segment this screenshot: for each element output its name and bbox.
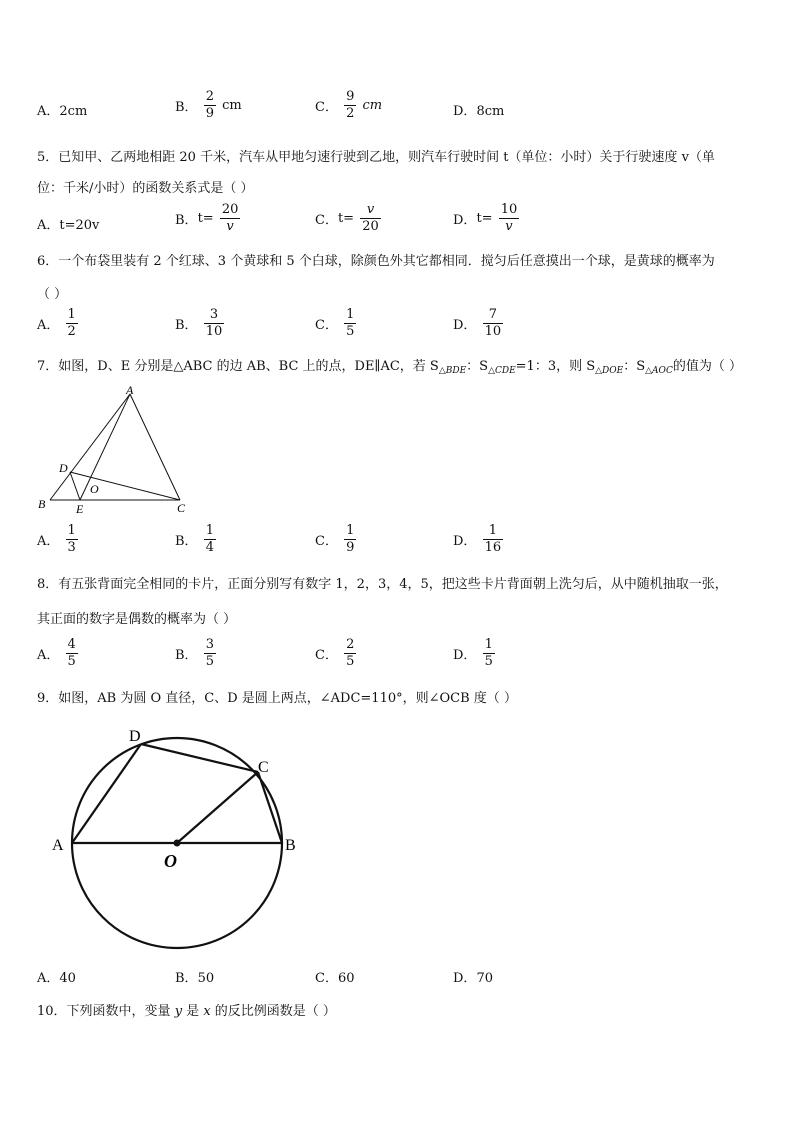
- fraction: $\frac{10}{v}$: [500, 202, 518, 234]
- q7-option-c: C． $\frac{1}{9}$: [315, 523, 355, 555]
- q7-option-a: A． $\frac{1}{3}$: [37, 523, 76, 555]
- center-point: [174, 840, 181, 847]
- q5-stem-line2: 位：千米/小时）的函数关系式是（ ）: [37, 181, 254, 196]
- label-a: A: [52, 837, 64, 854]
- fraction: $\frac{9}{2}$: [346, 89, 355, 121]
- fraction: $\frac{7}{10}$: [484, 307, 502, 339]
- q6-option-d: D． $\frac{7}{10}$: [453, 307, 502, 339]
- q5-stem-line1: 5．已知甲、乙两地相距 20 千米，汽车从甲地匀速行驶到乙地，则汽车行驶时间 t（单位：小时）关于行驶速度 v（单: [37, 150, 715, 165]
- q4-option-c: C． $\frac{9}{2}$ cm: [315, 89, 383, 121]
- q5-option-a: A．t=20v: [37, 218, 100, 233]
- q8-option-c: C． $\frac{2}{5}$: [315, 637, 355, 669]
- label-o: O: [164, 851, 177, 871]
- q9-stem: 9．如图，AB 为圆 O 直径，C、D 是圆上两点，∠ADC=110°，则∠OCB 度（ ）: [37, 691, 517, 706]
- edge-ac: [130, 394, 180, 500]
- q9-option-a: A．40: [37, 971, 76, 986]
- segment-ae: [80, 394, 130, 500]
- q8-option-a: A． $\frac{4}{5}$: [37, 637, 76, 669]
- q7-stem: 7．如图，D、E 分别是△ABC 的边 AB、BC 上的点，DE∥AC，若 $S_{\triangle BDE}$：$S_{\triangle CDE}=1$：3，则 $S_{\triangle DOE}$：$S_{\triangle AOC}$的值为（ ）: [37, 359, 742, 376]
- fraction: $\frac{4}{5}$: [67, 637, 76, 669]
- q9-option-c: C．60: [315, 971, 355, 986]
- q6-stem-line1: 6．一个布袋里装有 2 个红球、3 个黄球和 5 个白球，除颜色外其它都相同．搅匀后任意摸出一个球，是黄球的概率为: [37, 254, 715, 269]
- label-b: B: [38, 497, 46, 511]
- triangle-figure: [30, 382, 200, 517]
- q4-option-a: A．2cm: [37, 104, 88, 119]
- fraction: $\frac{v}{20}$: [362, 202, 379, 234]
- label-c: C: [258, 759, 269, 776]
- segment-de: [70, 472, 80, 500]
- circle-figure: [40, 722, 320, 962]
- fraction: $\frac{3}{10}$: [205, 307, 223, 339]
- q8-stem-line1: 8．有五张背面完全相同的卡片，正面分别写有数字 1，2，3，4，5，把这些卡片背面朝上洗匀后，从中随机抽取一张，: [37, 577, 728, 592]
- chord-ad: [72, 744, 141, 843]
- fraction: $\frac{1}{9}$: [346, 523, 355, 555]
- q9-option-b: B．50: [175, 971, 215, 986]
- q4-option-b: B． $\frac{2}{9}$ cm: [175, 89, 242, 121]
- fraction: $\frac{1}{5}$: [346, 307, 355, 339]
- fraction: $\frac{1}{5}$: [484, 637, 493, 669]
- q9-option-d: D．70: [453, 971, 493, 986]
- q7-option-d: D． $\frac{1}{16}$: [453, 523, 502, 555]
- fraction: $\frac{1}{2}$: [67, 307, 76, 339]
- label-a: A: [126, 383, 134, 397]
- q7-option-b: B． $\frac{1}{4}$: [175, 523, 214, 555]
- q4-option-d: D．8cm: [453, 104, 505, 119]
- label-b: B: [285, 837, 296, 854]
- label-d: D: [59, 461, 68, 475]
- q6-stem-line2: （ ）: [37, 287, 68, 302]
- q6-option-b: B． $\frac{3}{10}$: [175, 307, 223, 339]
- q5-option-d: D．t= $\frac{10}{v}$: [453, 202, 518, 234]
- fraction: $\frac{2}{9}$: [205, 89, 214, 121]
- q5-option-c: C．t= $\frac{v}{20}$: [315, 202, 379, 234]
- q8-stem-line2: 其正面的数字是偶数的概率为（ ）: [37, 612, 237, 627]
- fraction: $\frac{1}{3}$: [67, 523, 76, 555]
- fraction: $\frac{3}{5}$: [205, 637, 214, 669]
- q6-option-a: A． $\frac{1}{2}$: [37, 307, 76, 339]
- label-e: E: [76, 502, 84, 516]
- label-d: D: [129, 728, 141, 745]
- q6-option-c: C． $\frac{1}{5}$: [315, 307, 355, 339]
- label-o: O: [90, 482, 99, 496]
- q10-stem: 10．下列函数中，变量 y 是 x 的反比例函数是（ ）: [37, 1004, 336, 1019]
- radius-oc: [177, 772, 258, 843]
- fraction: $\frac{1}{4}$: [205, 523, 214, 555]
- chord-cb: [258, 772, 282, 843]
- q8-option-b: B． $\frac{3}{5}$: [175, 637, 214, 669]
- fraction: $\frac{2}{5}$: [346, 637, 355, 669]
- fraction: $\frac{1}{16}$: [484, 523, 502, 555]
- fraction: $\frac{20}{v}$: [221, 202, 239, 234]
- label-c: C: [177, 501, 186, 515]
- q8-option-d: D． $\frac{1}{5}$: [453, 637, 493, 669]
- q5-option-b: B．t= $\frac{20}{v}$: [175, 202, 239, 234]
